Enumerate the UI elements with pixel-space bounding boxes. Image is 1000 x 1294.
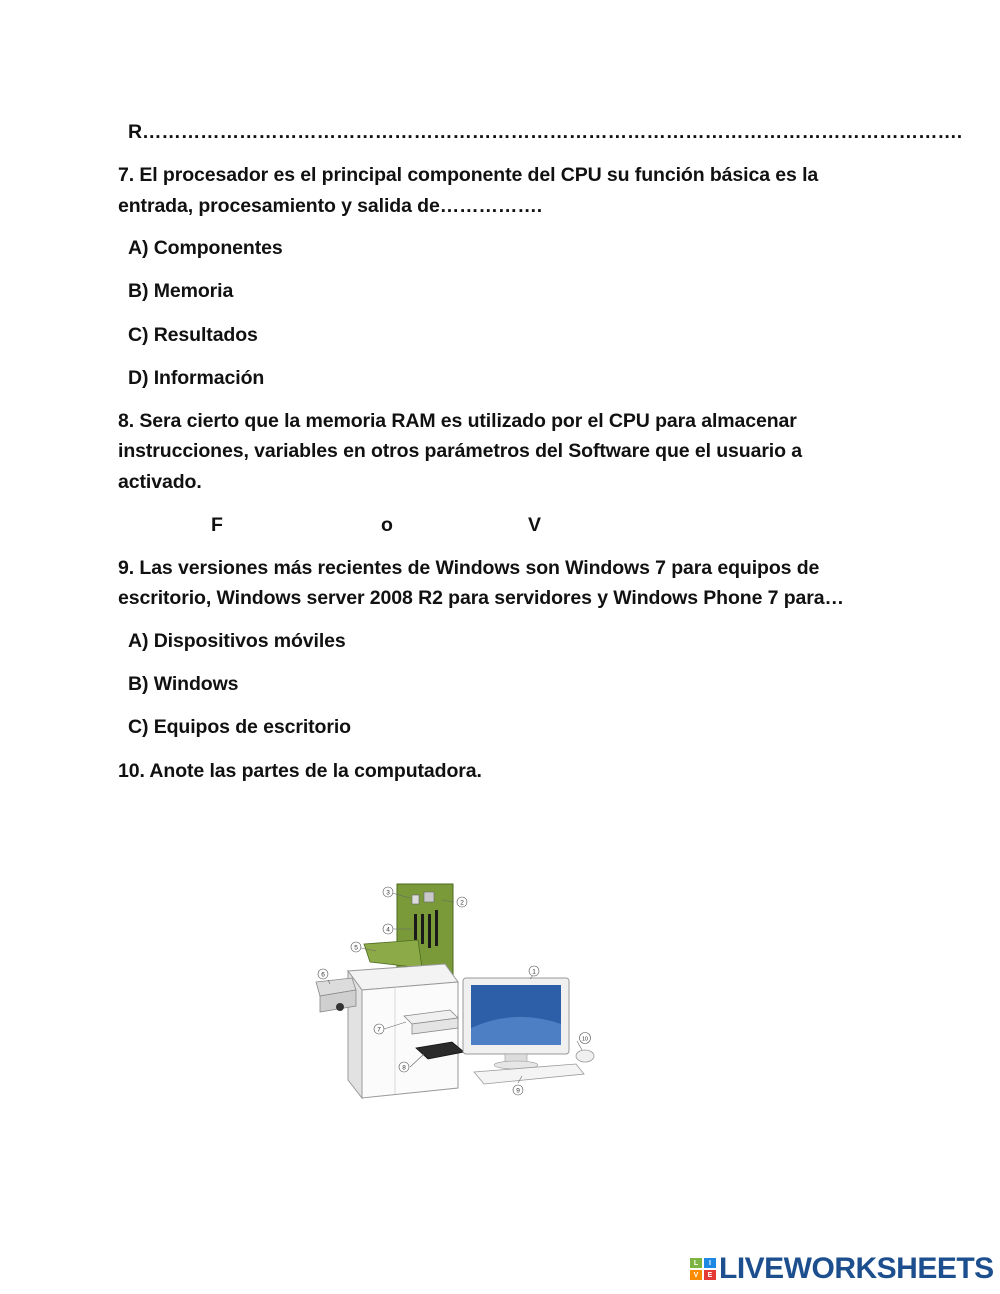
question-8-line-3: activado. xyxy=(118,471,202,493)
expansion-card-shape xyxy=(364,940,422,968)
question-8-line-2: instrucciones, variables en otros parámetros del Software que el usuario a xyxy=(118,440,802,462)
figure-label-6: 6 xyxy=(321,971,325,979)
q7-option-b[interactable]: B) Memoria xyxy=(128,280,234,302)
q8-choice-false[interactable]: F xyxy=(211,514,223,536)
liveworksheets-logo[interactable] xyxy=(690,1252,994,1286)
case-shape xyxy=(362,982,458,1098)
q7-option-a[interactable]: A) Componentes xyxy=(128,237,283,259)
question-8-line-1: 8. Sera cierto que la memoria RAM es utilizado por el CPU para almacenar xyxy=(118,410,797,432)
q9-option-c[interactable]: C) Equipos de escritorio xyxy=(128,716,351,738)
mouse-shape xyxy=(576,1050,594,1062)
q8-choice-true[interactable]: V xyxy=(528,514,542,536)
figure-label-3: 3 xyxy=(386,889,390,897)
question-10: 10. Anote las partes de la computadora. xyxy=(118,760,482,782)
liveworksheets-wordmark: LIVEWORKSHEETS xyxy=(719,1252,994,1285)
figure-label-1: 1 xyxy=(532,968,536,976)
question-9-line-2: escritorio, Windows server 2008 R2 para servidores y Windows Phone 7 para… xyxy=(118,587,844,609)
figure-label-10: 10 xyxy=(581,1036,589,1043)
figure-label-9: 9 xyxy=(516,1087,520,1095)
logo-mark-icon: L I V E xyxy=(690,1258,716,1280)
q8-choice-or: o xyxy=(381,514,393,536)
answer-line-r: R………………………………………………………………………………………………………………. xyxy=(128,121,963,143)
question-7-line-1: 7. El procesador es el principal componente del CPU su función básica es la xyxy=(118,164,819,186)
figure-label-8: 8 xyxy=(402,1064,406,1072)
figure-label-5: 5 xyxy=(354,944,358,952)
q7-option-c[interactable]: C) Resultados xyxy=(128,324,258,346)
figure-label-2: 2 xyxy=(460,899,464,907)
q9-option-b[interactable]: B) Windows xyxy=(128,673,239,695)
q7-option-d[interactable]: D) Información xyxy=(128,367,265,389)
question-9-line-1: 9. Las versiones más recientes de Windows son Windows 7 para equipos de xyxy=(118,557,820,579)
computer-parts-illustration xyxy=(300,878,610,1103)
question-7-line-2: entrada, procesamiento y salida de……………. xyxy=(118,195,543,217)
figure-label-7: 7 xyxy=(377,1026,381,1034)
q9-option-a[interactable]: A) Dispositivos móviles xyxy=(128,630,346,652)
figure-label-4: 4 xyxy=(386,926,390,934)
